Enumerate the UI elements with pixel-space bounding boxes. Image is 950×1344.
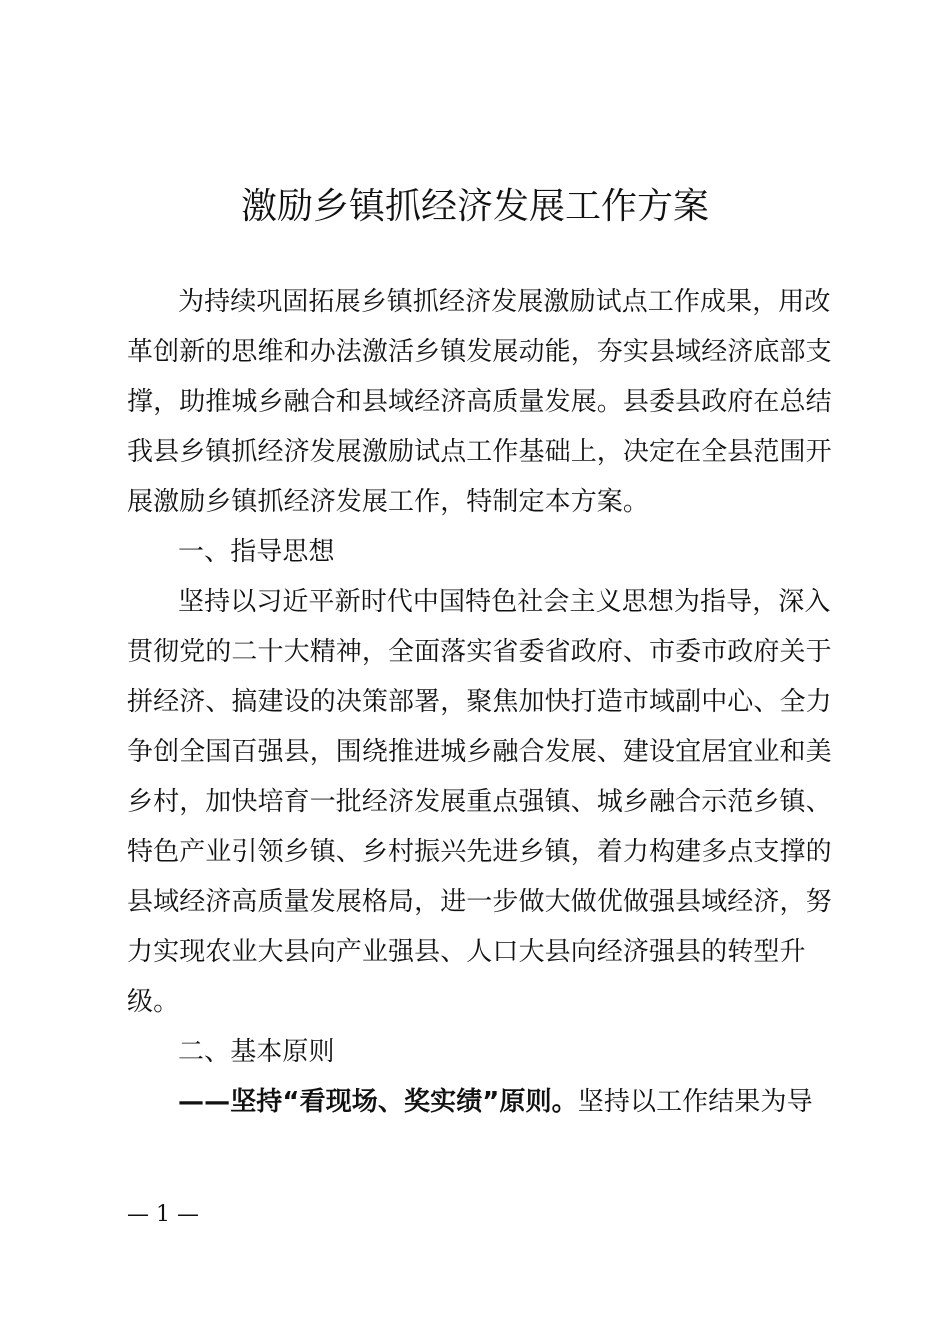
section1-line-1: 坚持以习近平新时代中国特色社会主义思想为指导，深入 bbox=[178, 587, 831, 617]
section1-line-9: 级。 bbox=[127, 987, 180, 1017]
section1-heading: 一、指导思想 bbox=[178, 537, 335, 567]
section1-line-8: 力实现农业大县向产业强县、人口大县向经济强县的转型升 bbox=[127, 937, 806, 967]
intro-line-5: 展激励乡镇抓经济发展工作，特制定本方案。 bbox=[127, 487, 650, 517]
principle-1-title: ——坚持“看现场、奖实绩”原则。 bbox=[178, 1087, 578, 1117]
intro-line-2: 革创新的思维和办法激活乡镇发展动能，夯实县域经济底部支 bbox=[127, 337, 832, 367]
intro-line-3: 撑，助推城乡融合和县域经济高质量发展。县委县政府在总结 bbox=[127, 387, 832, 417]
section1-line-7: 县域经济高质量发展格局，进一步做大做优做强县域经济，努 bbox=[127, 887, 832, 917]
section1-line-2: 贯彻党的二十大精神，全面落实省委省政府、市委市政府关于 bbox=[127, 637, 832, 667]
section1-line-5: 乡村，加快培育一批经济发展重点强镇、城乡融合示范乡镇、 bbox=[127, 787, 832, 817]
page-number: — 1 — bbox=[127, 1202, 199, 1227]
principle-1-text: 坚持以工作结果为导 bbox=[577, 1087, 813, 1117]
document-title: 激励乡镇抓经济发展工作方案 bbox=[240, 186, 709, 227]
principle-1 bbox=[178, 1084, 813, 1120]
section1-line-4: 争创全国百强县，围绕推进城乡融合发展、建设宜居宜业和美 bbox=[127, 737, 832, 767]
intro-line-1: 为持续巩固拓展乡镇抓经济发展激励试点工作成果，用改 bbox=[178, 287, 831, 317]
section1-line-6: 特色产业引领乡镇、乡村振兴先进乡镇，着力构建多点支撑的 bbox=[127, 837, 832, 867]
section1-line-3: 拼经济、搞建设的决策部署，聚焦加快打造市域副中心、全力 bbox=[127, 687, 832, 717]
section2-heading: 二、基本原则 bbox=[178, 1037, 335, 1067]
intro-line-4: 我县乡镇抓经济发展激励试点工作基础上，决定在全县范围开 bbox=[127, 437, 832, 467]
